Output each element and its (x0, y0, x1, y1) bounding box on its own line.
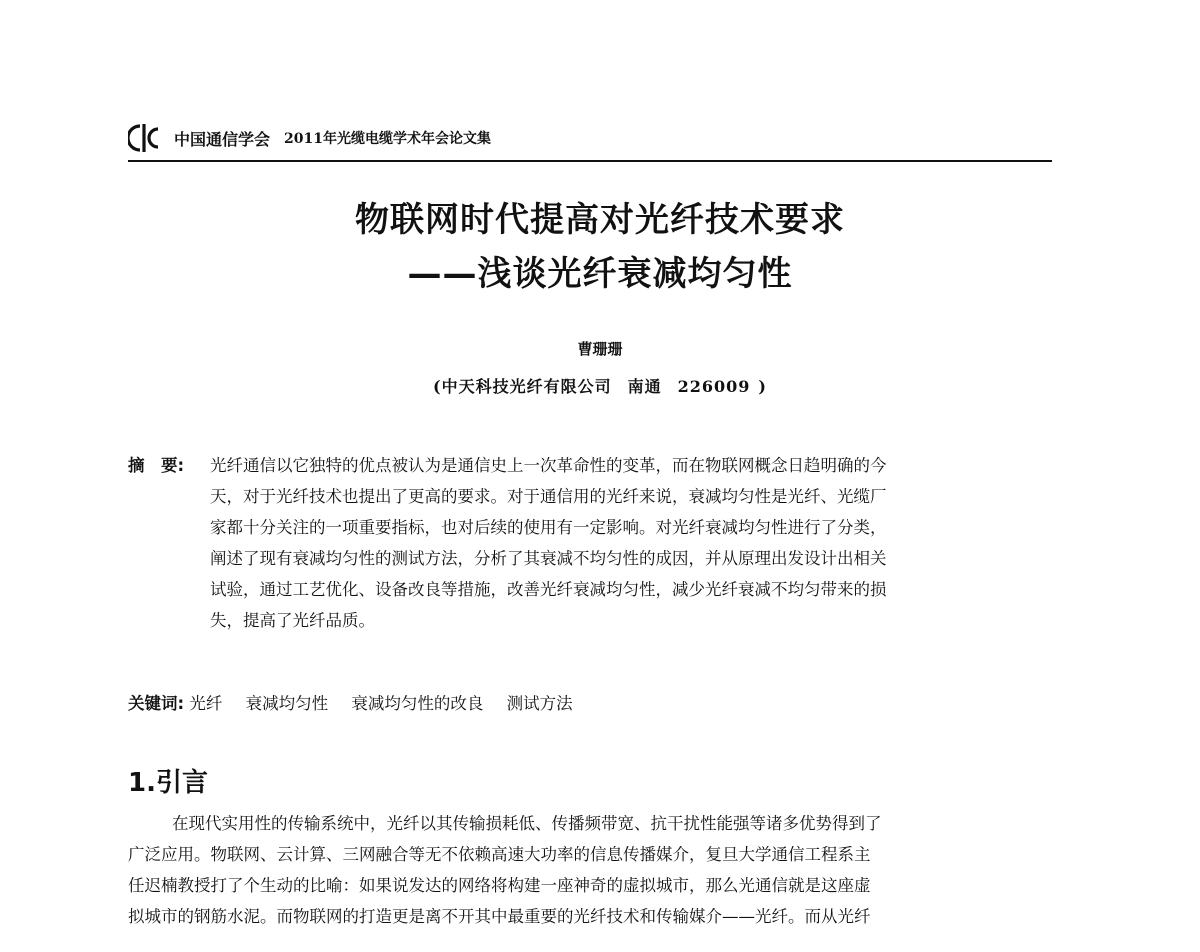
keyword: 衰减均匀性的改良 (351, 694, 484, 713)
keyword: 衰减均匀性 (245, 694, 329, 713)
affiliation-open-paren: ( (433, 377, 442, 396)
header-divider (128, 160, 1052, 162)
affiliation-close-paren: ) (758, 377, 767, 396)
abstract-line: 阐述了现有衰减均匀性的测试方法，分析了其衰减不均匀性的成因，并从原理出发设计出相关 (210, 549, 887, 568)
introduction-body (128, 808, 1052, 932)
header-organization: 中国通信学会 (174, 129, 271, 149)
keywords-line (128, 688, 591, 719)
body-line: 拟城市的钢筋水泥。而物联网的打造更是离不开其中最重要的光纤技术和传输媒介——光纤。而从光纤 (128, 907, 871, 926)
body-line: 广泛应用。物联网、云计算、三网融合等无不依赖高速大功率的信息传播媒介，复旦大学通信工程系主 (128, 845, 871, 864)
abstract-line: 家都十分关注的一项重要指标，也对后续的使用有一定影响。对光纤衰减均匀性进行了分类， (210, 518, 887, 537)
abstract-label: 摘 要: (128, 456, 185, 475)
paper-subtitle: ——浅谈光纤衰减均匀性 (407, 254, 793, 294)
keywords-label: 关键词: (128, 694, 185, 713)
paper-title: 物联网时代提高对光纤技术要求 (355, 200, 845, 240)
abstract-line: 试验，通过工艺优化、设备改良等措施，改善光纤衰减均匀性，减少光纤衰减不均匀带来的损 (210, 580, 887, 599)
page-header (128, 118, 1052, 158)
header-collection-title: 2011年光缆电缆学术年会论文集 (284, 131, 491, 147)
section-heading-introduction: 1.引言 (128, 768, 208, 798)
affiliation-postcode: 226009 (677, 377, 751, 396)
affiliation-city: 南通 (627, 377, 662, 396)
affiliation-company: 中天科技光纤有限公司 (441, 377, 612, 396)
keyword: 光纤 (189, 694, 223, 713)
body-line: 任迟楠教授打了个生动的比喻：如果说发达的网络将构建一座神奇的虚拟城市，那么光通信就是这座虚 (128, 876, 871, 895)
abstract-continuation (210, 481, 1052, 636)
author-affiliation (0, 374, 1200, 397)
body-line: 在现代实用性的传输系统中，光纤以其传输损耗低、传播频带宽、抗干扰性能强等诸多优势得到了 (172, 814, 882, 833)
abstract-line: 失，提高了光纤品质。 (210, 611, 375, 630)
author-name: 曹珊珊 (577, 340, 623, 358)
abstract-line: 天，对于光纤技术也提出了更高的要求。对于通信用的光纤来说，衰减均匀性是光纤、光缆厂 (210, 487, 887, 506)
society-logo-icon (128, 123, 166, 153)
abstract-line: 光纤通信以它独特的优点被认为是通信史上一次革命性的变革，而在物联网概念日趋明确的今 (210, 456, 887, 475)
keyword: 测试方法 (506, 694, 573, 713)
